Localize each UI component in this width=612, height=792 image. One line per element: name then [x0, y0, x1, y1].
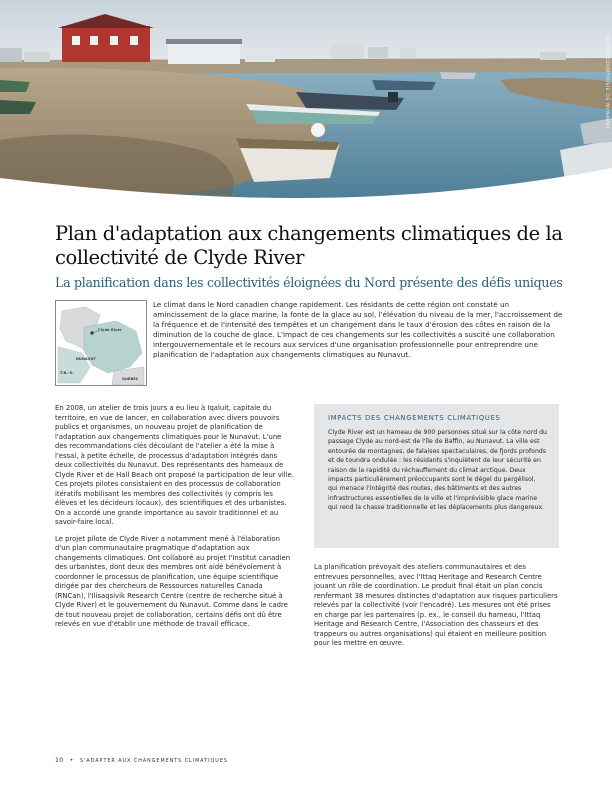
- intro-paragraph: Le climat dans le Nord canadien change rapidement. Les résidants de cette région ont constaté un amincissement de la glace marine, la fonte de la glace au sol, l'élévation du niveau de la mer, l'accroissement de la fréquence et de l'intensité des tempêtes et un changement dans le taux d'érosion des côtes en raison de la diminution de la couche de glace. L'impact de ces changements sur les collectivités a suscité une collaboration intergouvernementale et le recours aux services d'une organisation professionnelle pour entreprendre une planification de l'adaptation aux changements climatiques au Nunavut.: [153, 300, 563, 359]
- climate-impacts-sidebar: [314, 404, 559, 548]
- page-number: 10: [55, 757, 64, 764]
- article-subtitle: La planification dans les collectivités éloignées du Nord présente des défis uniques: [55, 275, 563, 290]
- map-label-tno: T.N.-O.: [60, 371, 75, 375]
- location-map: [55, 300, 147, 386]
- left-paragraph-2: Le projet pilote de Clyde River a notamment mené à l'élaboration d'un plan communautaire pragmatique d'adaptation aux changements climatiques. Ont collaboré au projet l'Institut canadien des urbanistes, dont deux des membres ont aidé bénévolement à coordonner le processus de planification, une équipe scientifique dirigée par des chercheurs de Ressources naturelles Canada (RNCan), l'Ilisaqsivik Research Centre (centre de recherche situé à Clyde River) et le gouvernement du Nunavut. Comme dans le cadre de tout nouveau projet de collaboration, certains défis ont dû être relevés en vue d'établir une méthode de travail efficace.: [55, 534, 291, 628]
- footer-separator: •: [69, 757, 74, 764]
- map-label-nunavut: NUNAVUT: [76, 357, 96, 361]
- page-footer: [55, 757, 228, 764]
- photo-credit: PHOTO COURTOISIE DE NUNAVUT: [604, 36, 609, 130]
- article-title: Plan d'adaptation aux changements climatiques de la collectivité de Clyde River: [55, 222, 563, 269]
- footer-section-title: S'ADAPTER AUX CHANGEMENTS CLIMATIQUES: [80, 759, 228, 764]
- map-label-clyde-river: Clyde River: [98, 328, 122, 332]
- sidebar-text: Clyde River est un hameau de 900 personnes situé sur la côte nord du passage Clyde au nord-est de l'île de Baffin, au Nunavut. La ville est entourée de montagnes, de falaises spectaculaires, de fjords profonds et de toundra ondulée : les résidants s'inquiètent de leur sécurité en raison de la rapidité du réchauffement du climat arctique. Deux impacts particulièrement préoccupants sont le dégel du pergélisol, qui menace l'intégrité des routes, des bâtiments et des autres infrastructures essentielles de la ville et l'imprévisible glace marine qui rend la chasse traditionnelle et les déplacements plus dangereux.: [328, 429, 547, 512]
- map-label-quebec: QUÉBEC: [122, 377, 139, 381]
- left-paragraph-1: En 2008, un atelier de trois jours a eu lieu à Iqaluit, capitale du territoire, en vue de lancer, en collaboration avec divers pouvoirs publics et organismes, un nouveau projet de planification de l'adaptation aux changements climatiques pour le Nunavut. L'une des recommandations clés découlant de l'atelier a été la mise à l'essai, à petite échelle, de processus d'adaptation intégrés dans deux collectivités du Nunavut. Des représentants des hameaux de Clyde River et de Hall Beach ont proposé la participation de leur ville. Ces projets pilotes consistaient en des processus de collaboration itératifs mobilisant les membres des collectivités (y compris les élèves et les décideurs locaux), des scientifiques et des urbanistes. On a accordé une grande importance au savoir traditionnel et au savoir-faire local.: [55, 404, 294, 526]
- harbour-scene-illustration: [0, 0, 612, 200]
- hero-photo: [0, 0, 612, 200]
- sidebar-title: IMPACTS DES CHANGEMENTS CLIMATIQUES: [328, 414, 501, 422]
- right-column: [314, 563, 559, 656]
- left-column: [55, 404, 295, 637]
- right-paragraph-1: La planification prévoyait des ateliers communautaires et des entrevues personnelles, avec l'Ittaq Heritage and Research Centre jouant un rôle de coordination. Le produit final était un plan concis renfermant 38 mesures distinctes d'adaptation aux risques particuliers relevés par la collectivité (voir l'encadré). Les mesures ont été prises en charge par les partenaires (p. ex., le conseil du hameau, l'Ittaq Heritage and Research Centre, l'Association des chasseurs et des trappeurs ou autres organisations) qui étaient en meilleure position pour les mettre en œuvre.: [314, 563, 558, 647]
